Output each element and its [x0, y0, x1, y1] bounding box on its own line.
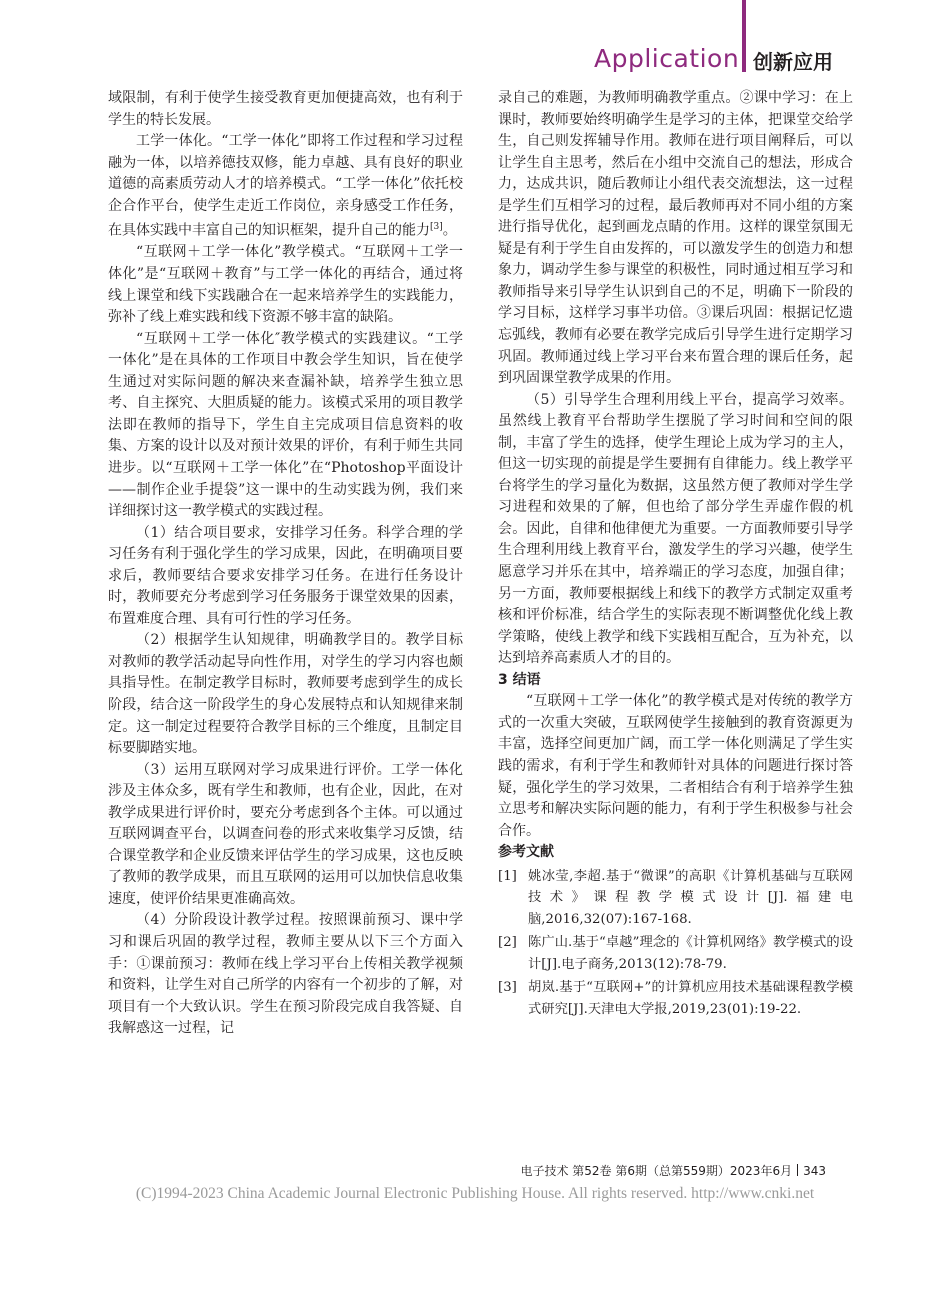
reference-number: [3]: [498, 980, 517, 996]
reference-item: [498, 932, 853, 975]
page-number: 343: [803, 1164, 826, 1178]
paragraph: （5）引导学生合理利用线上平台，提高学习效率。虽然线上教育平台帮助学生摆脱了学习时间和空间的限制，丰富了学生的选择，使学生理论上成为学习的主人，但这一切实现的前提是学生要拥有自律能力。线上教学平台将学生的学习量化为数据，这虽然方便了教师对学生学习进程和效果的了解，但也给了部分学生弄虚作假的机会。因此，自律和他律便尤为重要。一方面教师要引导学生合理利用线上教育平台，激发学生的学习兴趣，使学生愿意学习并乐在其中，培养端正的学习态度，加强自律；另一方面，教师要根据线上和线下的教学方式制定双重考核和评价标准，结合学生的实际表现不断调整优化线上教学策略，使线上教学和线下实践相互配合，互为补充，以达到培养高素质人才的目的。: [498, 391, 853, 667]
references-heading: 参考文献: [498, 844, 554, 861]
paragraph: 域限制，有利于使学生接受教育更加便捷高效，也有利于学生的特长发展。: [108, 90, 463, 128]
reference-item: [498, 866, 853, 931]
citation-ref: [3]: [430, 222, 443, 233]
paragraph: “互联网＋工学一体化”教学模式。“互联网＋工学一体化”是“互联网＋教育”与工学一体化的再结合，通过将线上课堂和线下实践融合在一起来培养学生的实践能力，弥补了线上难实践和线下资源不够丰富的缺陷。: [108, 244, 463, 326]
paragraph: （2）根据学生认知规律，明确教学目的。教学目标对教师的教学活动起导向性作用，对学生的学习内容也颇具指导性。在制定教学目标时，教师要考虑到学生的成长阶段，结合这一阶段学生的身心发展特点和认知规律来制定。这一制定过程要符合教学目标的三个维度，且制定目标要脚踏实地。: [108, 632, 463, 757]
copyright-watermark: (C)1994-2023 China Academic Journal Electronic Publishing House. All rights reserved. http://www.cnki.net: [135, 1185, 815, 1202]
reference-text: 姚冰莹,李超.基于“微课”的高职《计算机基础与互联网技术》课程教学模式设计[J].福建电脑,2016,32(07):167-168.: [528, 868, 853, 927]
paragraph: 录自己的难题，为教师明确教学重点。②课中学习：在上课时，教师要始终明确学生是学习的主体，把课堂交给学生，自己则发挥辅导作用。教师在进行项目阐释后，可以让学生自主思考，然后在小组中交流自己的想法，形成合力，达成共识，随后教师让小组代表交流想法，这一过程是学生们互相学习的过程，最后教师再对不同小组的方案进行指导优化，起到画龙点睛的作用。这样的课堂氛围无疑是有利于学生自由发挥的，可以激发学生的创造力和想象力，调动学生参与课堂的积极性，同时通过相互学习和教师指导来引导学生认识到自己的不足，明确下一阶段的学习目标，这样学习事半功倍。③课后巩固：根据记忆遗忘弧线，教师有必要在教学完成后引导学生进行定期学习巩固。教师通过线上学习平台来布置合理的课后任务，起到巩固课堂教学成果的作用。: [498, 90, 853, 387]
header-english-title: Application: [594, 44, 740, 73]
left-column: [108, 88, 463, 1040]
conclusion-paragraph: “互联网＋工学一体化”的教学模式是对传统的教学方式的一次重大突破，互联网使学生接触到的教育资源更为丰富，选择空间更加广阔，而工学一体化则满足了学生实践的需求，有利于学生和教师针对具体的问题进行探讨答疑，强化学生的学习效果，二者相结合有利于培养学生独立思考和解决实际问题的能力，有利于学生积极参与社会合作。: [498, 693, 853, 839]
reference-number: [2]: [498, 935, 517, 951]
right-column: [498, 88, 853, 1020]
reference-number: [1]: [498, 868, 517, 884]
paragraph: （1）结合项目要求，安排学习任务。科学合理的学习任务有利于强化学生的学习成果，因此，在明确项目要求后，教师要结合要求安排学习任务。在进行任务设计时，教师要充分考虑到学习任务服务于课堂效果的因素，布置难度合理、具有可行性的学习任务。: [108, 524, 463, 627]
journal-info: 电子技术 第52卷 第6期（总第559期）2023年6月: [520, 1164, 793, 1178]
page-footer: [520, 1162, 826, 1179]
paragraph: （3）运用互联网对学习成果进行评价。工学一体化涉及主体众多，既有学生和教师，也有企业，因此，在对教学成果进行评价时，要充分考虑到各个主体。可以通过互联网调查平台，以调查问卷的形式来收集学习反馈，结合课堂教学和企业反馈来评估学生的学习成果，这也反映了教师的教学成果，而且互联网的运用可以加快信息收集速度，使评价结果更准确高效。: [108, 761, 463, 907]
header-chinese-title: 创新应用: [753, 50, 833, 74]
reference-item: [498, 977, 853, 1020]
reference-text: 陈广山.基于“卓越”理念的《计算机网络》教学模式的设计[J].电子商务,2013(12):78-79.: [528, 935, 853, 972]
reference-list: [498, 866, 853, 1021]
footer-divider: [797, 1164, 798, 1176]
paragraph: 工学一体化。“工学一体化”即将工作过程和学习过程融为一体，以培养德技双修，能力卓越、具有良好的职业道德的高素质劳动人才的培养模式。“工学一体化”依托校企合作平台，使学生走近工作岗位，亲身感受工作任务，在具体实践中丰富自己的知识框架，提升自己的能力[3]。: [108, 133, 463, 239]
header-accent-bar: [742, 0, 746, 72]
reference-text: 胡岚.基于“互联网+”的计算机应用技术基础课程教学模式研究[J].天津电大学报,2019,23(01):19-22.: [528, 980, 853, 1017]
paragraph: （4）分阶段设计教学过程。按照课前预习、课中学习和课后巩固的教学过程，教师主要从以下三个方面入手：①课前预习：教师在线上学习平台上传相关教学视频和资料，让学生对自己所学的内容有一个初步的了解，对项目有一个大致认识。学生在预习阶段完成自我答疑、自我解惑这一过程，记: [108, 912, 463, 1037]
paragraph: “互联网＋工学一体化″教学模式的实践建议。“工学一体化”是在具体的工作项目中教会学生知识，旨在使学生通过对实际问题的解决来查漏补缺，培养学生独立思考、自主探究、大胆质疑的能力。该模式采用的项目教学法即在教师的指导下，学生自主完成项目信息资料的收集、方案的设计以及对预计效果的评价，有利于师生共同进步。以“互联网＋工学一体化”在“Photoshop平面设计——制作企业手提袋”这一课中的生动实践为例，我们来详细探讨这一教学模式的实践过程。: [108, 330, 463, 520]
section-heading-conclusion: 3 结语: [498, 671, 541, 688]
